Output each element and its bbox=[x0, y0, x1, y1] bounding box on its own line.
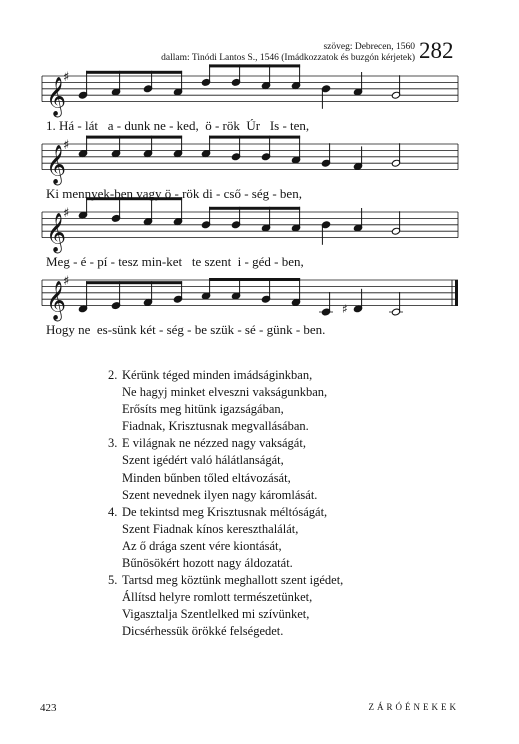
verse-line bbox=[108, 435, 343, 452]
treble-clef: 𝄞 bbox=[46, 280, 67, 321]
verse-text: Erősíts meg hitünk igazságában, bbox=[122, 402, 284, 417]
verse-text: Állítsd helyre romlott természetünket, bbox=[122, 590, 313, 605]
credit-text: szöveg: Debrecen, 1560 bbox=[323, 42, 415, 52]
final-barline-thick bbox=[455, 280, 458, 306]
verse-text: Az ő drága szent vére kiontását, bbox=[122, 538, 282, 553]
verse-line bbox=[108, 521, 343, 538]
treble-clef: 𝄞 bbox=[46, 212, 67, 253]
verse-text: De tekintsd meg Krisztusnak méltóságát, bbox=[122, 504, 328, 519]
verse-line bbox=[108, 623, 343, 640]
verse-number: 3. bbox=[108, 436, 118, 451]
lyric-line-4: Hogy ne es-sünk két - ség - be szük - sé - günk - ben. bbox=[46, 322, 326, 337]
beam bbox=[209, 64, 300, 67]
verse-line bbox=[108, 452, 343, 469]
beam bbox=[209, 278, 300, 281]
beam bbox=[86, 136, 182, 139]
verse-line bbox=[108, 538, 343, 555]
beam bbox=[86, 281, 182, 284]
verse-line bbox=[108, 384, 343, 401]
verses-block bbox=[108, 367, 343, 641]
verse-line bbox=[108, 606, 343, 623]
verse-text: Dicsérhessük örökké felségedet. bbox=[122, 624, 284, 639]
accidental-sharp: ♯ bbox=[342, 301, 348, 316]
verse-number: 5. bbox=[108, 573, 118, 588]
lyric-line-3: Meg - é - pí - tesz min-ket te szent i - géd - ben, bbox=[46, 254, 304, 269]
verse-text: Ne hagyj minket elveszni vakságunkban, bbox=[122, 385, 328, 400]
verse-line bbox=[108, 504, 343, 521]
treble-clef: 𝄞 bbox=[46, 76, 67, 117]
key-signature-sharp: ♯ bbox=[63, 206, 70, 221]
verse-text: Kérünk téged minden imádságinkban, bbox=[122, 368, 313, 382]
verse-line bbox=[108, 555, 343, 572]
verse-line bbox=[108, 589, 343, 606]
treble-clef: 𝄞 bbox=[46, 144, 67, 185]
hymn-number: 282 bbox=[419, 38, 454, 63]
verse-text: Tartsd meg köztünk meghallott szent igédet, bbox=[122, 573, 344, 588]
section-name: ZÁRÓÉNEKEK bbox=[368, 702, 459, 712]
beam bbox=[209, 207, 300, 210]
verse-text: Fiadnak, Krisztusnak megvallásában. bbox=[122, 419, 309, 434]
verse-text: Vigasztalja Szentlelked mi szívünket, bbox=[122, 607, 310, 622]
key-signature-sharp: ♯ bbox=[63, 274, 70, 289]
verse-line bbox=[108, 401, 343, 418]
verse-text: Szent nevednek ilyen nagy káromlását. bbox=[122, 487, 318, 502]
lyric-line-1: 1. Há - lát a - dunk ne - ked, ö - rök Úr Is - ten, bbox=[46, 118, 310, 133]
beam bbox=[86, 71, 182, 74]
beam bbox=[209, 136, 300, 139]
verse-line bbox=[108, 487, 343, 504]
verse-number: 4. bbox=[108, 504, 118, 519]
verse-line bbox=[108, 367, 343, 384]
music-score bbox=[0, 0, 519, 360]
verse-line bbox=[108, 572, 343, 589]
key-signature-sharp: ♯ bbox=[63, 138, 70, 153]
lyric-line-2: Ki mennyek-ben vagy ö - rök di - cső - ség - ben, bbox=[46, 186, 302, 201]
page-number: 423 bbox=[40, 702, 57, 714]
verse-text: Bűnösökért hozott nagy áldozatát. bbox=[122, 556, 293, 571]
credit-melody: dallam: Tinódi Lantos S., 1546 (Imádkozzatok és buzgón kérjetek) bbox=[161, 53, 415, 63]
key-signature-sharp: ♯ bbox=[63, 70, 70, 85]
verse-line bbox=[108, 418, 343, 435]
verse-text: Minden bűnben tőled eltávozását, bbox=[122, 470, 291, 485]
verse-number: 2. bbox=[108, 368, 118, 382]
verse-text: Szent igédért való hálátlanságát, bbox=[122, 453, 284, 468]
verse-text: Szent Fiadnak kínos kereszthalálát, bbox=[122, 521, 299, 536]
verse-line bbox=[108, 470, 343, 487]
verse-text: E világnak ne nézzed nagy vakságát, bbox=[122, 436, 306, 451]
